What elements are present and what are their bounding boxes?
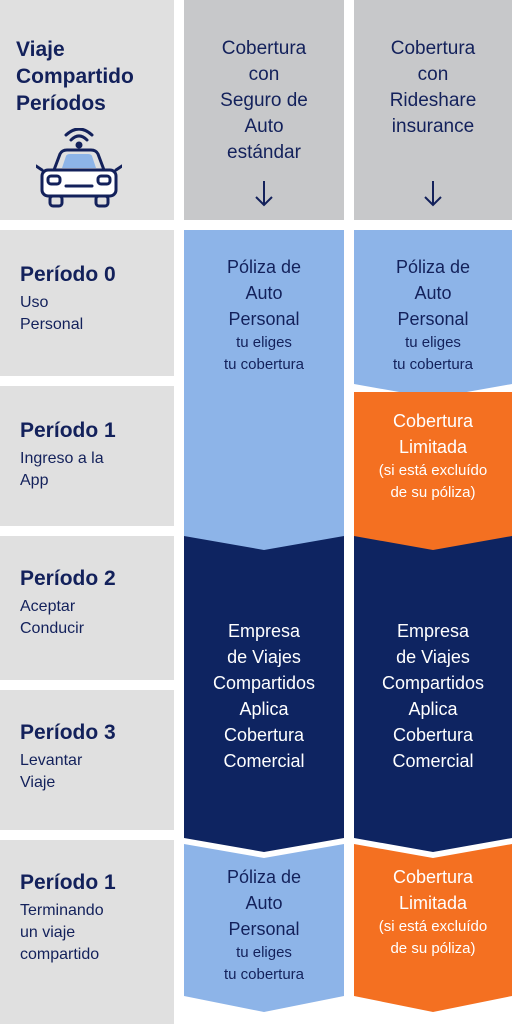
col2-line: Rideshare [389,90,477,111]
period-desc-line: App [20,472,49,489]
period-name: Período 2 [20,567,116,590]
period-desc-line: Levantar [20,752,83,769]
period-name: Período 1 [20,871,116,894]
cov-line: Limitada [398,893,468,913]
cov-line: Cobertura [223,725,305,745]
personal-text-col2 [354,254,512,376]
cov-line: (si está excluído [378,462,488,479]
period-desc-line: Ingreso a la [20,450,104,467]
col2-line: con [417,64,449,85]
cov-line: Empresa [396,621,470,641]
title-line-1: Viaje [16,38,65,61]
cov-line: Cobertura [392,867,474,887]
col1-line: estándar [227,142,301,163]
period-desc-line: Viaje [20,774,56,791]
cov-line: Comercial [223,751,305,771]
cov-line: Limitada [398,437,468,457]
cov-line: Cobertura [392,725,474,745]
cov-line: Personal [228,309,300,329]
personal-text-col1-end [184,864,344,986]
cov-line: Personal [228,919,300,939]
commercial-text-col2 [354,618,512,774]
cov-line: tu cobertura [392,356,474,373]
cov-line: Empresa [227,621,301,641]
period-desc-line: Conducir [20,620,85,637]
limited-text-col2-end [354,864,512,960]
title-line-2: Compartido [16,65,134,88]
cov-line: tu cobertura [223,356,305,373]
cov-line: Compartidos [381,673,485,693]
col1-line: Cobertura [221,38,307,59]
col2-line: Cobertura [390,38,476,59]
period-name: Período 3 [20,721,116,744]
title-line-3: Períodos [16,92,106,115]
cov-line: Póliza de [226,867,302,887]
cov-line: Auto [245,283,283,303]
cov-line: Aplica [408,699,458,719]
col1-line: Auto [244,116,284,137]
cov-line: Aplica [239,699,289,719]
col1-line: con [248,64,280,85]
cov-line: (si está excluído [378,918,488,935]
cov-line: Personal [397,309,469,329]
period-desc-line: Personal [20,316,84,333]
cov-line: tu eliges [405,334,461,351]
period-desc-line: Uso [20,294,49,311]
cov-line: Comercial [392,751,474,771]
cov-line: de Viajes [396,647,470,667]
limited-text-col2 [354,408,512,504]
period-desc-line: Aceptar [20,598,76,615]
cov-line: de Viajes [227,647,301,667]
cov-line: Auto [245,893,283,913]
period-name: Período 0 [20,263,116,286]
cov-line: tu eliges [236,334,292,351]
period-desc-line: Terminando [20,902,104,919]
commercial-text-col1 [184,618,344,774]
cov-line: Auto [414,283,452,303]
cov-line: tu eliges [236,944,292,961]
cov-line: de su póliza) [390,484,476,501]
col2-line: insurance [391,116,475,137]
cov-line: Compartidos [212,673,316,693]
cov-line: Cobertura [392,411,474,431]
period-desc-line: un viaje [20,924,76,941]
personal-text-col1 [184,254,344,376]
period-name: Período 1 [20,419,116,442]
col1-line: Seguro de [220,90,308,111]
cov-line: Póliza de [226,257,302,277]
cov-line: Póliza de [395,257,471,277]
cov-line: de su póliza) [390,940,476,957]
period-desc-line: compartido [20,946,100,963]
cov-line: tu cobertura [223,966,305,983]
